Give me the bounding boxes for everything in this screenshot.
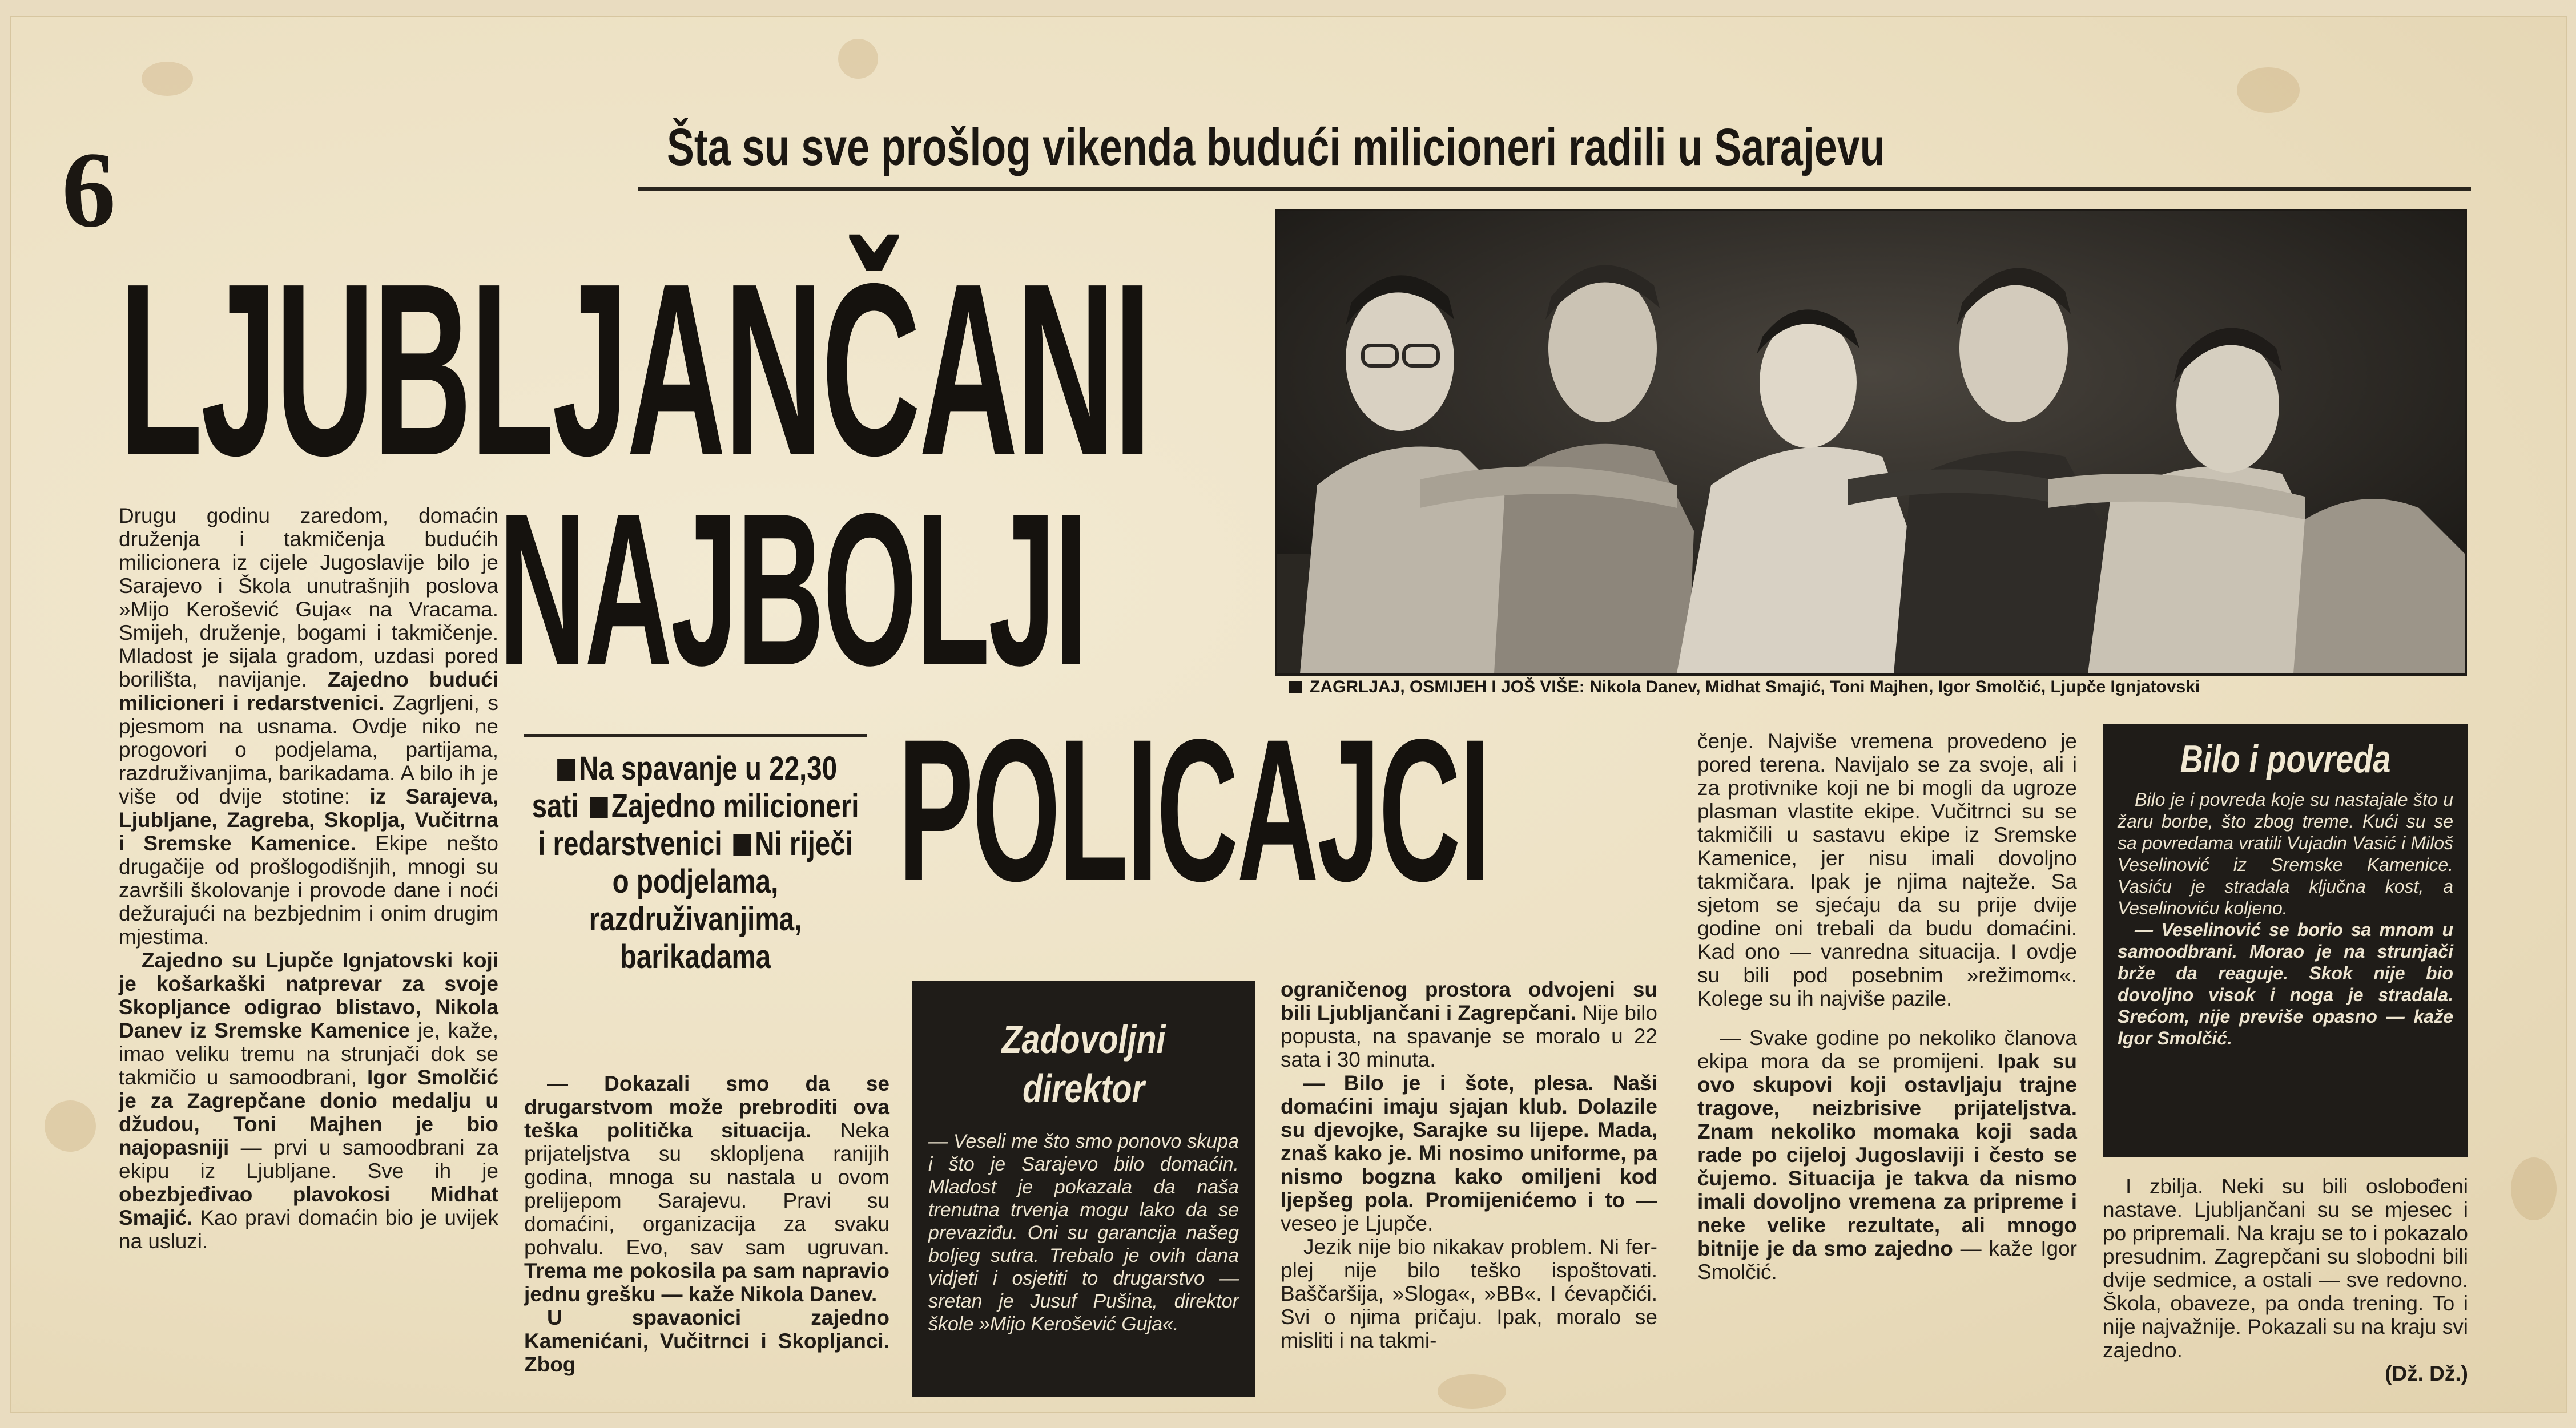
headline-line-1: LJUBLJANČANI xyxy=(119,233,1150,507)
top-rule xyxy=(638,187,2471,191)
article-column-5 xyxy=(2103,1175,2468,1385)
text-span-bold: Ipak su ovo skupovi koji ostavljaju trajne tragove, neizbrisive prijateljstva. Znam nekoliko momaka koji sada rade po cijeloj Jugoslaviji i često se čujemo. Situacija je takva da nismo imali dovoljno vremena za pripreme i neke velike rezultate, ali mnogo bitnije je da smo zajedno xyxy=(1697,1050,2078,1260)
caption-names: Nikola Danev, Midhat Smajić, Toni Majhen, Igor Smolčić, Ljupče Ignjatovski xyxy=(1589,677,2200,696)
text-span: Ekipe nešto drugačije od prošlogodišnjih, mnogi su završili školovanje i provode dane i noći dežurajući na bezbjednim i onim drugim mjestima. xyxy=(119,832,499,949)
stain xyxy=(2237,67,2300,113)
text-span: Drugu godinu zaredom, domaćin druženja i takmičenja budućih milicionera iz cijele Jugoslavije bilo je Sarajevo i Škola unutrašnjih poslova »Mijo Kerošević Guja« na Vracama. Smijeh, druženje, bogami i takmičenje. Mladost je sijala gradom, uzdasi pored borilišta, navijanje. xyxy=(119,504,498,691)
text-span-bold: Nikola Danev iz Sremske Kamenice xyxy=(119,995,498,1042)
deck-subheading xyxy=(524,734,867,1047)
text-span: Zagrljeni, s pjesmom na usnama. Ovdje niko ne progovori o podjelama, partijama, razdruživanjima, barikadama. A bilo ih je više od dvije stotine: xyxy=(119,691,498,808)
headline-line-3: POLICAJCI xyxy=(898,697,1490,923)
paragraph: — Veselinović se borio sa mnom u samoodbrani. Morao je na strunjači brže da reaguje. Skok nije bio dovoljno visok i noga je stradala. Srećom, nije previše opasno — kaže Igor Smolčić. xyxy=(2118,919,2453,1048)
photo-illustration xyxy=(1277,211,2465,673)
stain xyxy=(1438,1374,1506,1409)
bullet-square-icon xyxy=(590,797,607,818)
bullet-square-icon xyxy=(733,834,751,856)
headline-line-2: NAJBOLJI xyxy=(498,468,1086,711)
stain xyxy=(838,39,878,79)
text-span-bold: — Bilo je i šote, plesa. Naši domaćini imaju sjajan klub. Dolazile su djevojke, Sarajke su lijepe. Mada, znaš kako je. Mi nosimo uniforme, pa nismo bogzna kako omiljeni kod ljepšeg pola. Promijenićemo i to xyxy=(1281,1071,1657,1212)
stain xyxy=(142,62,193,96)
box-title: Bilo i povreda xyxy=(2180,737,2391,781)
stain xyxy=(2511,1157,2557,1220)
deck-item: Na spavanje u 22,30 sati xyxy=(532,750,838,825)
box-body: — Veseli me što smo ponovo skupa i što je Sarajevo bilo domaćin. Mladost je pokazala da naša trenutna trvenja mogu lako da se prevaziđu. Oni su garancija našeg boljeg sutra. Trebalo je ovih dana vidjeti i osjetiti to drugarstvo — sretan je Jusuf Pušina, direktor škole »Mijo Kerošević Guja«. xyxy=(928,1131,1239,1335)
article-column-2 xyxy=(524,1072,889,1376)
text-span: — prvi u samoodbrani za ekipu iz Ljubljane. Sve ih je xyxy=(119,1136,498,1183)
paragraph: U spavaonici zajedno Kamenićani, Vučitrnci i Skopljanci. Zbog xyxy=(524,1306,889,1376)
paragraph xyxy=(119,949,498,1253)
bullet-square-icon xyxy=(1289,681,1302,693)
text-span: — Svake godine po nekoliko članova ekipa mora da se promijeni. xyxy=(1697,1026,2077,1073)
box-body xyxy=(2103,789,2468,1049)
deck-item: Zajedno milicioneri i redarstvenici xyxy=(538,788,859,862)
text-span-bold: Zajedno su Ljupče Ignjatovski koji je košarkaški natprevar za svoje Skopljance odigrao blistavo, xyxy=(119,949,498,1019)
text-span-bold: obezbjeđivao plavokosi Midhat Smajić. xyxy=(119,1183,498,1229)
deck-text xyxy=(527,750,864,976)
article-column-1 xyxy=(119,504,498,1253)
deck-item: Ni riječi o podjelama, razdruživanjima, barikadama xyxy=(589,825,853,975)
paragraph: Bilo je i povreda koje su nastajale što u žaru borbe, što zbog treme. Kući su se sa povredama vratili Vujadin Vasić i Miloš Veselinović iz Sremske Kamenice. Vasiću je stradala ključna kost, a Veselinoviću koljeno. xyxy=(2118,789,2453,918)
paragraph xyxy=(119,504,498,949)
paragraph: čenje. Najviše vremena provedeno je pored terena. Navijalo se za svoje, ali i za protivnike koji ne bi mogli da ugroze plasman vlastite ekipe. Vučitrnci su se takmičili u sastavu ekipe iz Sremske Kamenice, jer nisu imali dovoljno takmičara. Ipak je njima najteže. Sa sjetom se sjećaju da su prije dvije godine oni trebali da budu domaćini. Kad ono — vanredna situacija. I ovdje su bili pod posebnim »režimom«. Kolege su ih najviše pazile. xyxy=(1697,729,2077,1010)
paragraph xyxy=(524,1072,889,1306)
photo-caption xyxy=(1289,677,2200,697)
text-span-bold: Igor Smolčić je za Zagrepčane donio medalju u džudou, Toni Majhen je bio najopasniji xyxy=(119,1066,498,1159)
author-signature: (Dž. Dž.) xyxy=(2385,1362,2468,1385)
paragraph xyxy=(1697,1026,2077,1284)
group-photo xyxy=(1275,209,2467,676)
bullet-square-icon xyxy=(557,759,575,781)
text-span-bold: iz Sarajeva, Ljubljane, Zagreba, Skoplja, Vučitrna i Sremske Kamenice. xyxy=(119,785,499,855)
text-span: Kao pravi domaćin bio je uvijek na usluzi. xyxy=(119,1206,498,1253)
text-span-bold: Zajedno budući milicioneri i redarstvenici. xyxy=(119,668,498,715)
paragraph: I zbilja. Neki su bili oslobođeni nastave. Ljubljančani su se mjesec i po pripremali. Na kraju se to i pokazalo presudnim. Zagrepčani su slobodni bili dvije sedmice, a ostali — sve redovno. Škola, obaveze, pa onda trening. To i nije najvažnije. Pokazali su na kraju svi zajedno. xyxy=(2103,1175,2468,1362)
text-span: je, kaže, imao veliku tremu na strunjači dok se takmičio u samoodbrani, xyxy=(119,1019,499,1089)
article-column-4 xyxy=(1697,729,2077,1284)
stain xyxy=(45,1100,96,1152)
caption-label: ZAGRLJAJ, OSMIJEH I JOŠ VIŠE: xyxy=(1310,677,1585,696)
text-span-bold: Trema me pokosila pa sam napravio jednu grešku — kaže Nikola Danev. xyxy=(524,1259,889,1306)
box-title: Zadovoljni direktor xyxy=(1001,1017,1166,1111)
article-column-3 xyxy=(1281,978,1657,1352)
page-number: 6 xyxy=(62,130,116,250)
kicker-headline: Šta su sve prošlog vikenda budući milicioneri radili u Sarajevu xyxy=(667,118,1885,176)
text-span-bold: ograničenog prostora odvojeni su bili Ljubljančani i Zagrepčani. xyxy=(1281,978,1657,1024)
paragraph xyxy=(1281,1071,1657,1235)
text-span: Neka prijateljstva su sklopljena ranijih godina, mnoga su nastala u ovom prelijepom Sarajevu. Pravi su domaćini, organizacija za svaku pohvalu. Evo, sav sam ugruvan. xyxy=(524,1119,890,1259)
paragraph: Jezik nije bio nikakav problem. Ni fer-plej nije bilo teško ispoštovati. Baščaršija, »Sloga«, »BB«. I ćevapčići. Svi o njima pričaju. Ipak, moralo se misliti i na takmi- xyxy=(1281,1235,1657,1352)
text-span: — kaže Igor Smolčić. xyxy=(1697,1237,2077,1284)
text-span: — veseo je Ljupče. xyxy=(1281,1188,1658,1235)
sidebar-box-injuries xyxy=(2103,724,2468,1157)
text-span: Nije bilo popusta, na spavanje se moralo u 22 sata i 30 minuta. xyxy=(1281,1001,1657,1071)
sidebar-box-director xyxy=(912,981,1255,1397)
text-span-bold: — Dokazali smo da se drugarstvom može prebroditi ova teška politička situacija. xyxy=(524,1072,889,1142)
newspaper-clipping xyxy=(10,16,2567,1413)
paragraph xyxy=(1281,978,1657,1071)
